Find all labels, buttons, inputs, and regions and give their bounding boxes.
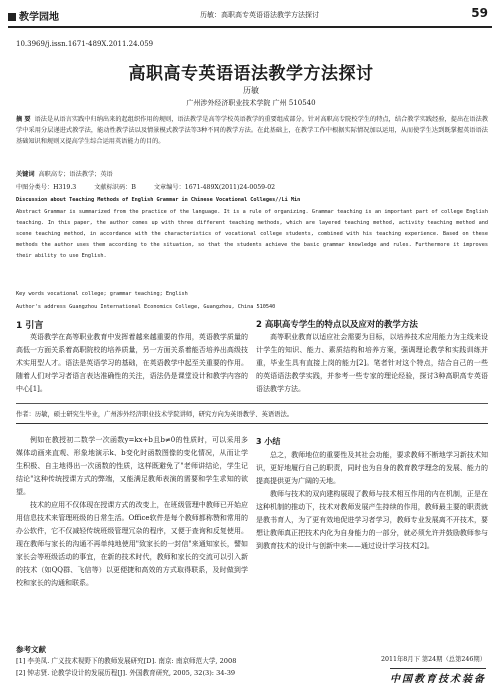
english-abstract: Abstract Grammar is summarized from the practice of the language. It is a rule of organizing. Grammar teaching is an important part of college English teaching. In this paper, the author comes up with three different teaching methods, which are layered teaching method, activity teaching method and scene teaching method, in accordance with the characteristics of vocational college students, combined with his teaching experience. Based on these methods the author uses them according to the situation, so that the students achieve the basic grammar knowledge and rules. Furthermore it improves their ability to use English. (16, 209, 488, 259)
body-paragraph: 例如在教授初二数学一次函数y=kx+b且b≠0的性质时，可以采用多媒体动画来直观、形象地演示k、b变化时函数图像的变化情况，从而让学生积极、自主地得出一次函数的性质，这样既避免了"老师讲结论，学生记结论"这种传统授课方式的弊端，又能满足教师表演的需要和学生求知的欲望。 (16, 436, 248, 496)
body-column-right (256, 434, 488, 553)
doi: 10.3969/j.issn.1671-489X.2011.24.059 (16, 40, 154, 48)
doc-code: 文献标识码：B (94, 184, 136, 191)
abstract (16, 114, 488, 147)
author: 历敏 (243, 86, 259, 95)
english-title: Discussion about Teaching Methods of English Grammar in Chinese Vocational Colleges//Li Min (16, 197, 301, 203)
affiliation: 广州涉外经济职业技术学院 广州 510540 (186, 99, 316, 107)
body-paragraph: 教师与技术的双向建构展现了教师与技术相互作用的内在机制，正是在这种机制的推动下，技术对教师发展产生持续的作用，教师最主要的职责就是教书育人，为了更有效地促进学习者学习，教师专业发展离不开技术，要想让教师真正把技术内化为自身能力的一部分，就必须允许并鼓励教师参与到教育技术的设计与创新中来——通过设计学习技术[2]。 (256, 490, 488, 550)
reference-item: [2] 钟志贤. 论教学设计的发展历程[J]. 外国教育研究, 2005, 32(3): 34-39 (16, 669, 236, 677)
english-keywords: Key words vocational college; grammar teaching; English (16, 291, 188, 297)
page-number: 59 (471, 6, 488, 20)
square-icon (8, 13, 16, 21)
clc-number: 中图分类号：H319.3 (16, 184, 77, 191)
body-column-left (16, 434, 248, 590)
body-paragraph: 技术的应用不仅体现在授课方式的改变上，在班级管理中教师已开始应用信息技术来管理班级的日常生活。Office软件是每个教师都称赞和常用的办公软件，它不仅减轻传统班级管理冗杂的程序，又便于查询和反复使用。现在教师与家长的沟通不再单纯地使用"致家长的一封信"来通知家长，譬如家长会等班级活动的事宜，在新的技术时代，教师和家长的交流可以引入新的技术（如QQ群、飞信等）以更便捷和高效的方式取得联系，及时做到学校和家长的沟通和联系。 (16, 501, 248, 587)
methods-paragraph: 高等职业教育以适应社会需要为目标，以培养技术应用能力为主线来设计学生的知识、能力、素质结构和培养方案，强调理论教学和实践训练并重，毕业生具有直接上岗的能力[2]。笔者针对这个特点，结合自己的一些的英语语法教学实践，并参考一些专家的理论经验，探讨3种高职高专英语语法教学方法。 (256, 333, 488, 393)
section-heading-intro: 1 引言 (16, 321, 44, 331)
intro-paragraph: 英语教学在高等职业教育中发挥着越来越重要的作用，英语教学质量的高低一方面关系着高职院校的培养质量，另一方面关系着能否培养出高级技术实用型人才。语法是英语学习的基础，在英语教学中起至关重要的作用。随着人们对学习者语言表达准确性的关注，语法仍是课堂设计和教学内容的中心[1]。 (16, 333, 248, 393)
keywords (16, 169, 113, 178)
page-break-divider (16, 423, 488, 424)
section-heading-methods: 2 高职高专学生的特点以及应对的教学方法 (256, 320, 418, 330)
keywords-text: 高职高专；语法教学；英语 (38, 171, 113, 178)
issue-info: 2011年8月下 第24期（总第246期） (380, 656, 486, 663)
body-paragraph: 总之，教师地位的重要性及其社会功能，要求教师不断地学习新技术知识，更好地履行自己的职责，同时也为自身的教育教学理念的发展、能力的提高提供更为广阔的天地。 (256, 451, 488, 485)
abstract-label: 摘 要 (16, 116, 31, 123)
english-address: Author's address Guangzhou International Economics College, Guangzhou, China 510540 (16, 304, 276, 310)
references-heading: 参考文献 (16, 645, 46, 654)
divider (16, 403, 488, 404)
classification (16, 182, 291, 191)
article-number: 文章编号：1671-489X(2011)24-0059-02 (153, 184, 276, 191)
author-note: 作者：历敏，硕士研究生毕业，广州涉外经济职业技术学院讲师，研究方向为英语教学、英语语法。 (16, 411, 294, 418)
article-title: 高职高专英语语法教学方法探讨 (128, 64, 374, 84)
keywords-label: 关键词 (16, 171, 35, 178)
running-title: 历敏：高职高专英语语法教学方法探讨 (200, 11, 319, 19)
abstract-text: 语法是从语言实践中归纳出来的起组织作用的规则，语法教学是高等学校英语教学的重要组成部分。针对高职高专院校学生的特点，结合教学实践经验，提出在语法教学中采用分层递进式教学法，能动性教学法以及情景模式教学法等3种不同的教学方法。在此基础上，在教学工作中根据实际情况加以运用，从而使学生达到既掌握英语语法基础知识和规则又提高学生综合运用英语能力的目的。 (16, 116, 489, 145)
subsection-heading: 3 小结 (256, 437, 281, 446)
running-header (8, 6, 492, 28)
journal-name: 中国教育技术装备 (390, 668, 486, 685)
column-name: 教学园地 (8, 8, 59, 23)
reference-item: [1] 李美凤. 广义技术视野下的教师发展研究[D]. 南京: 南京师范大学, 2008 (16, 657, 237, 665)
